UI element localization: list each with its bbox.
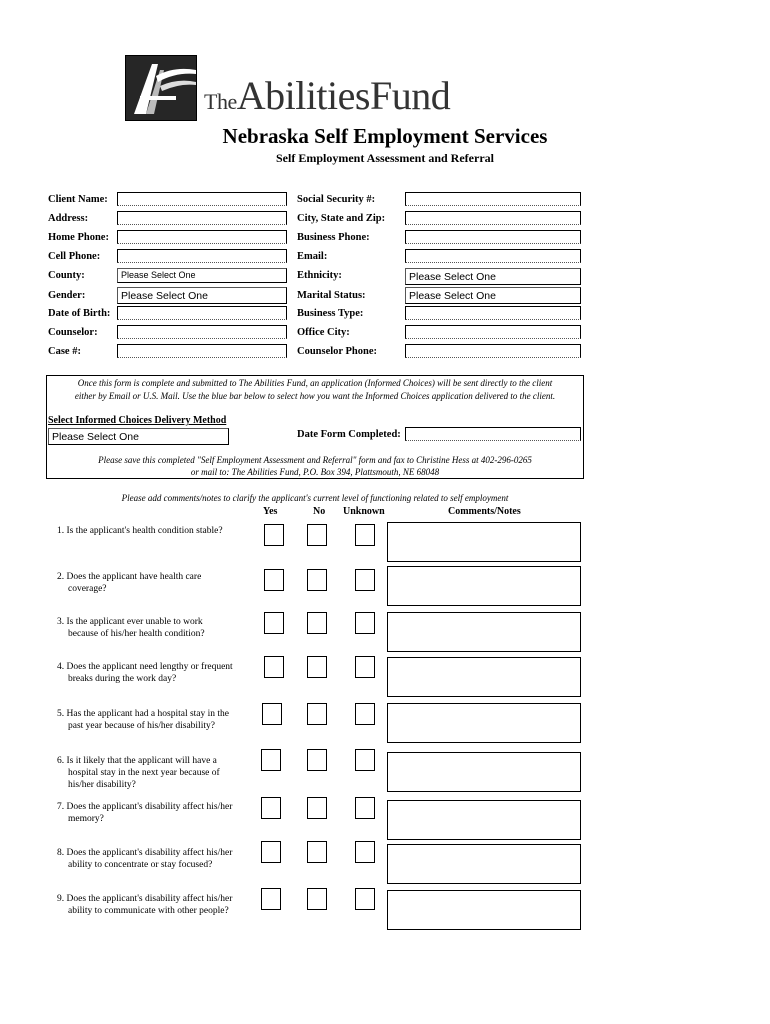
q8-no-checkbox[interactable]: [307, 841, 327, 863]
date-completed-field[interactable]: [405, 427, 581, 441]
home-phone-label: Home Phone:: [48, 232, 109, 243]
q9-notes-field[interactable]: [387, 890, 581, 930]
logo-name: AbilitiesFund: [236, 73, 451, 118]
question-5: 5. Has the applicant had a hospital stay in the past year because of his/her disability?: [57, 709, 230, 731]
case-number-field[interactable]: [117, 344, 287, 358]
counselor-phone-field[interactable]: [405, 344, 581, 358]
q6-notes-field[interactable]: [387, 752, 581, 792]
client-name-field[interactable]: [117, 192, 287, 206]
q6-unknown-checkbox[interactable]: [355, 749, 375, 771]
home-phone-field[interactable]: [117, 230, 287, 244]
client-name-label: Client Name:: [48, 194, 108, 205]
business-type-label: Business Type:: [297, 308, 364, 319]
column-notes-header: Comments/Notes: [448, 506, 521, 517]
q3-no-checkbox[interactable]: [307, 612, 327, 634]
question-1: 1. Is the applicant's health condition stable?: [57, 526, 223, 536]
q6-no-checkbox[interactable]: [307, 749, 327, 771]
q5-unknown-checkbox[interactable]: [355, 703, 375, 725]
column-no-header: No: [313, 506, 326, 517]
email-field[interactable]: [405, 249, 581, 263]
q7-yes-checkbox[interactable]: [261, 797, 281, 819]
logo-wordmark: [204, 72, 450, 119]
intro-text-line1: Once this form is complete and submitted to The Abilities Fund, an application (Informed Choices) will be sent directly to the client: [77, 378, 553, 388]
page-subtitle: Self Employment Assessment and Referral: [276, 151, 494, 165]
city-state-zip-field[interactable]: [405, 211, 581, 225]
q2-no-checkbox[interactable]: [307, 569, 327, 591]
q2-notes-field[interactable]: [387, 566, 581, 606]
q7-unknown-checkbox[interactable]: [355, 797, 375, 819]
q1-yes-checkbox[interactable]: [264, 524, 284, 546]
page-title: Nebraska Self Employment Services: [222, 124, 548, 148]
q4-notes-field[interactable]: [387, 657, 581, 697]
question-2: 2. Does the applicant have health care coverage?: [57, 572, 202, 594]
city-state-zip-label: City, State and Zip:: [297, 213, 386, 224]
business-phone-field[interactable]: [405, 230, 581, 244]
q4-unknown-checkbox[interactable]: [355, 656, 375, 678]
q3-yes-checkbox[interactable]: [264, 612, 284, 634]
q4-no-checkbox[interactable]: [307, 656, 327, 678]
cell-phone-field[interactable]: [117, 249, 287, 263]
question-3: 3. Is the applicant ever unable to work because of his/her health condition?: [57, 617, 205, 639]
q6-yes-checkbox[interactable]: [261, 749, 281, 771]
q1-no-checkbox[interactable]: [307, 524, 327, 546]
logo-graphic: [126, 56, 196, 120]
q9-no-checkbox[interactable]: [307, 888, 327, 910]
county-select[interactable]: Please Select One: [117, 268, 287, 283]
question-9: 9. Does the applicant's disability affect his/her ability to communicate with other people?: [57, 894, 233, 916]
q3-notes-field[interactable]: [387, 612, 581, 652]
q8-yes-checkbox[interactable]: [261, 841, 281, 863]
q8-notes-field[interactable]: [387, 844, 581, 884]
save-instructions-line2: or mail to: The Abilities Fund, P.O. Box 394, Plattsmouth, NE 68048: [190, 467, 440, 477]
counselor-field[interactable]: [117, 325, 287, 339]
question-7: 7. Does the applicant's disability affect his/her memory?: [57, 802, 233, 824]
q8-unknown-checkbox[interactable]: [355, 841, 375, 863]
gender-select[interactable]: Please Select One: [117, 287, 287, 304]
date-completed-label: Date Form Completed:: [297, 429, 401, 440]
ethnicity-select[interactable]: Please Select One: [405, 268, 581, 285]
q4-yes-checkbox[interactable]: [264, 656, 284, 678]
q7-notes-field[interactable]: [387, 800, 581, 840]
column-unknown-header: Unknown: [343, 506, 385, 517]
email-label: Email:: [297, 251, 328, 262]
address-label: Address:: [48, 213, 89, 224]
q2-unknown-checkbox[interactable]: [355, 569, 375, 591]
counselor-phone-label: Counselor Phone:: [297, 346, 378, 357]
q3-unknown-checkbox[interactable]: [355, 612, 375, 634]
marital-status-select[interactable]: Please Select One: [405, 287, 581, 304]
save-instructions-line1: Please save this completed "Self Employment Assessment and Referral" form and fax to Christine Hess at 402-296-0265: [98, 455, 532, 465]
office-city-field[interactable]: [405, 325, 581, 339]
question-8: 8. Does the applicant's disability affect his/her ability to concentrate or stay focused?: [57, 848, 233, 870]
business-phone-label: Business Phone:: [297, 232, 370, 243]
q7-no-checkbox[interactable]: [307, 797, 327, 819]
logo-mark: [125, 55, 197, 121]
ssn-label: Social Security #:: [297, 194, 376, 205]
delivery-method-select[interactable]: Please Select One: [48, 428, 229, 445]
q5-yes-checkbox[interactable]: [262, 703, 282, 725]
ssn-field[interactable]: [405, 192, 581, 206]
delivery-method-label: Select Informed Choices Delivery Method: [48, 415, 227, 426]
date-of-birth-field[interactable]: [117, 306, 287, 320]
address-field[interactable]: [117, 211, 287, 225]
cell-phone-label: Cell Phone:: [48, 251, 101, 262]
case-number-label: Case #:: [48, 346, 81, 357]
intro-text-line2: either by Email or U.S. Mail. Use the blue bar below to select how you want the Informed Choices application delivered to the client.: [74, 391, 556, 401]
q1-unknown-checkbox[interactable]: [355, 524, 375, 546]
q5-no-checkbox[interactable]: [307, 703, 327, 725]
office-city-label: Office City:: [297, 327, 350, 338]
business-type-field[interactable]: [405, 306, 581, 320]
gender-label: Gender:: [48, 290, 86, 301]
q9-unknown-checkbox[interactable]: [355, 888, 375, 910]
marital-status-label: Marital Status:: [297, 290, 366, 301]
q1-notes-field[interactable]: [387, 522, 581, 562]
logo-the: The: [204, 89, 237, 114]
q2-yes-checkbox[interactable]: [264, 569, 284, 591]
counselor-label: Counselor:: [48, 327, 98, 338]
question-6: 6. Is it likely that the applicant will have a hospital stay in the next year because of his/her disability?: [57, 756, 220, 790]
q9-yes-checkbox[interactable]: [261, 888, 281, 910]
date-of-birth-label: Date of Birth:: [48, 308, 111, 319]
column-yes-header: Yes: [263, 506, 278, 517]
q5-notes-field[interactable]: [387, 703, 581, 743]
assessment-instructions: Please add comments/notes to clarify the applicant's current level of functioning related to self employment: [121, 493, 509, 503]
question-4: 4. Does the applicant need lengthy or frequent breaks during the work day?: [57, 662, 233, 684]
county-label: County:: [48, 270, 85, 281]
ethnicity-label: Ethnicity:: [297, 270, 342, 281]
